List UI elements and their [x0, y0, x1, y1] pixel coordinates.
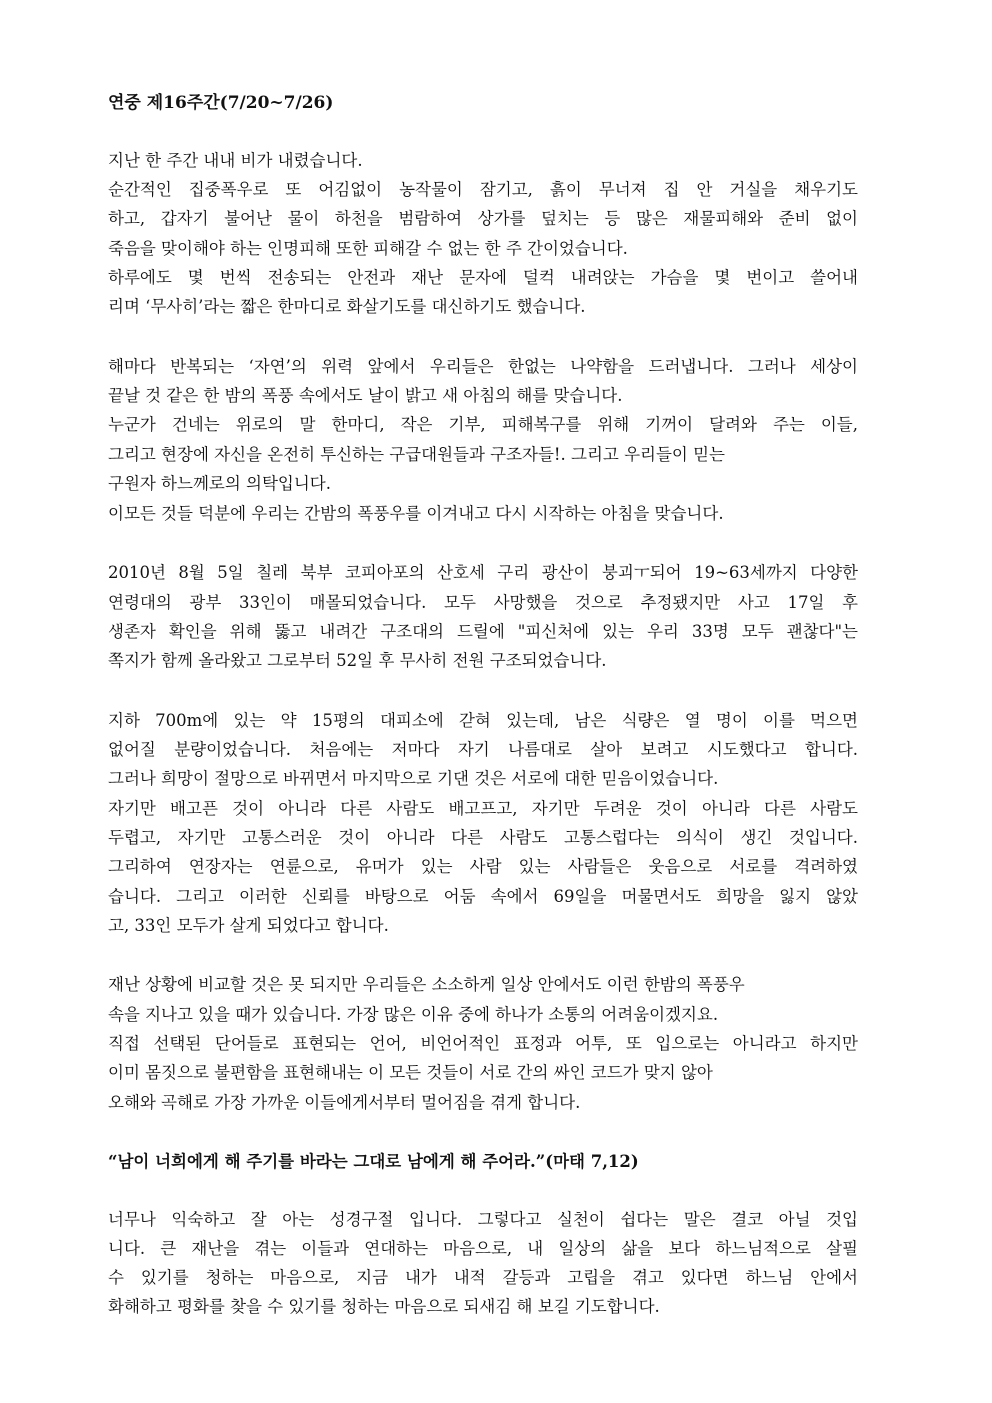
paragraph-line: 없어질 분량이었습니다. 처음에는 저마다 자기 나름대로 살아 보려고 시도했다고 합니다. [108, 740, 858, 759]
paragraph-line: 화해하고 평화를 찾을 수 있기를 청하는 마음으로 되새김 해 보길 기도합니다. [108, 1297, 660, 1316]
paragraph-line: 오해와 곡해로 가장 가까운 이들에게서부터 멀어짐을 겪게 합니다. [108, 1093, 581, 1112]
paragraph-line: 끝날 것 같은 한 밤의 폭풍 속에서도 날이 밝고 새 아침의 해를 맞습니다. [108, 386, 623, 405]
paragraph-line: 순간적인 집중폭우로 또 어김없이 농작물이 잠기고, 흙이 무너져 집 안 거실을 채우기도 [108, 180, 858, 199]
paragraph-line: 너무나 익숙하고 잘 아는 성경구절 입니다. 그렇다고 실천이 쉽다는 말은 결코 아닐 것입 [108, 1210, 858, 1229]
paragraph-line: 그리고 현장에 자신을 온전히 투신하는 구급대원들과 구조자들!. 그리고 우리들이 믿는 [108, 445, 725, 464]
paragraph-line: 해마다 반복되는 ‘자연’의 위력 앞에서 우리들은 한없는 나약함을 드러냅니다. 그러나 세상이 [108, 357, 858, 376]
paragraph-line: 하루에도 몇 번씩 전송되는 안전과 재난 문자에 덜컥 내려앉는 가슴을 몇 번이고 쓸어내 [108, 268, 858, 287]
paragraph-line: 지하 700m에 있는 약 15평의 대피소에 갇혀 있는데, 남은 식량은 열 명이 이를 먹으면 [108, 711, 858, 730]
paragraph-line: 습니다. 그리고 이러한 신뢰를 바탕으로 어둠 속에서 69일을 머물면서도 희망을 잃지 않았 [108, 887, 858, 906]
paragraph-line: 고, 33인 모두가 살게 되었다고 합니다. [108, 916, 389, 935]
paragraph-line: 재난 상황에 비교할 것은 못 되지만 우리들은 소소하게 일상 안에서도 이런 한밤의 폭풍우 [108, 975, 745, 994]
paragraph-line: 쪽지가 함께 올라왔고 그로부터 52일 후 무사히 전원 구조되었습니다. [108, 651, 607, 670]
document-title: 연중 제16주간(7/20~7/26) [108, 93, 334, 113]
paragraph-line: 죽음을 맞이해야 하는 인명피해 또한 피해갈 수 없는 한 주 간이었습니다. [108, 239, 628, 258]
paragraph-line: 그리하여 연장자는 연륜으로, 유머가 있는 사람 있는 사람들은 웃음으로 서로를 격려하였 [108, 857, 858, 876]
bible-quote: “남이 너희에게 해 주기를 바라는 그대로 남에게 해 주어라.”(마태 7,12) [108, 1152, 639, 1171]
paragraph-line: 두렵고, 자기만 고통스러운 것이 아니라 다른 사람도 고통스럽다는 의식이 생긴 것입니다. [108, 828, 858, 847]
paragraph-line: 생존자 확인을 위해 뚫고 내려간 구조대의 드릴에 "피신처에 있는 우리 33명 모두 괜찮다"는 [108, 622, 858, 641]
paragraph-line: 지난 한 주간 내내 비가 내렸습니다. [108, 151, 363, 170]
paragraph-line: 이모든 것들 덕분에 우리는 간밤의 폭풍우를 이겨내고 다시 시작하는 아침을 맞습니다. [108, 504, 724, 523]
paragraph-line: 하고, 갑자기 불어난 물이 하천을 범람하여 상가를 덮치는 등 많은 재물피해와 준비 없이 [108, 209, 858, 228]
paragraph-line: 수 있기를 청하는 마음으로, 지금 내가 내적 갈등과 고립을 겪고 있다면 하느님 안에서 [108, 1268, 858, 1287]
paragraph-line: 이미 몸짓으로 불편함을 표현해내는 이 모든 것들이 서로 간의 싸인 코드가 맞지 않아 [108, 1063, 713, 1082]
paragraph-line: 2010년 8월 5일 칠레 북부 코피아포의 산호세 구리 광산이 붕괴ㅜ되어 19~63세까지 다양한 [108, 563, 858, 582]
paragraph-line: 연령대의 광부 33인이 매몰되었습니다. 모두 사망했을 것으로 추정됐지만 사고 17일 후 [108, 593, 858, 612]
paragraph-line: 그러나 희망이 절망으로 바뀌면서 마지막으로 기댄 것은 서로에 대한 믿음이었습니다. [108, 769, 719, 788]
paragraph-line: 누군가 건네는 위로의 말 한마디, 작은 기부, 피해복구를 위해 기꺼이 달려와 주는 이들, [108, 415, 858, 434]
paragraph-line: 니다. 큰 재난을 겪는 이들과 연대하는 마음으로, 내 일상의 삶을 보다 하느님적으로 살필 [108, 1239, 858, 1258]
paragraph-line: 리며 ‘무사히’라는 짧은 한마디로 화살기도를 대신하기도 했습니다. [108, 297, 586, 316]
paragraph-line: 직접 선택된 단어들로 표현되는 언어, 비언어적인 표정과 어투, 또 입으로는 아니라고 하지만 [108, 1034, 858, 1053]
paragraph-line: 구원자 하느께로의 의탁입니다. [108, 474, 331, 493]
paragraph-line: 자기만 배고픈 것이 아니라 다른 사람도 배고프고, 자기만 두려운 것이 아니라 다른 사람도 [108, 799, 858, 818]
paragraph-line: 속을 지나고 있을 때가 있습니다. 가장 많은 이유 중에 하나가 소통의 어려움이겠지요. [108, 1005, 719, 1024]
